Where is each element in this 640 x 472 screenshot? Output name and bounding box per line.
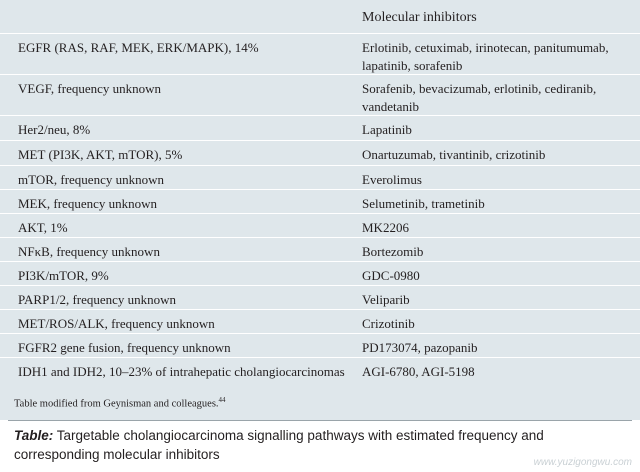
- table-row: [0, 141, 640, 166]
- footnote-reference: 44: [218, 396, 226, 404]
- caption-divider: [8, 420, 632, 421]
- pathway-cell: IDH1 and IDH2, 10–23% of intrahepatic cholangiocarcinomas: [18, 364, 345, 379]
- inhibitors-cell: Onartuzumab, tivantinib, crizotinib: [362, 147, 546, 162]
- pathway-cell: AKT, 1%: [18, 220, 68, 235]
- inhibitors-cell: Bortezomib: [362, 244, 424, 259]
- table-caption: [14, 426, 624, 464]
- inhibitors-cell: Selumetinib, trametinib: [362, 196, 485, 211]
- pathway-cell: NFκB, frequency unknown: [18, 244, 160, 259]
- table-row: [0, 286, 640, 310]
- table-row: [0, 214, 640, 238]
- inhibitors-cell: Veliparib: [362, 292, 410, 307]
- pathway-cell: VEGF, frequency unknown: [18, 81, 162, 96]
- table-footnote: [14, 396, 226, 410]
- table-row: [0, 75, 640, 116]
- column-header-molecular-inhibitors: Molecular inhibitors: [362, 10, 477, 25]
- table-row: [0, 310, 640, 334]
- pathway-cell: PI3K/mTOR, 9%: [18, 268, 109, 283]
- table-row: [0, 358, 640, 382]
- pathway-cell: PARP1/2, frequency unknown: [18, 292, 177, 307]
- inhibitors-cell: Erlotinib, cetuximab, irinotecan, panitumumab, lapatinib, sorafenib: [362, 40, 609, 73]
- table-row: [0, 166, 640, 190]
- caption-label: Table:: [14, 428, 54, 443]
- pathway-cell: mTOR, frequency unknown: [18, 172, 164, 187]
- pathway-cell: MEK, frequency unknown: [18, 196, 157, 211]
- inhibitors-cell: Everolimus: [362, 172, 422, 187]
- inhibitors-cell: AGI-6780, AGI-5198: [362, 364, 475, 379]
- inhibitors-cell: Sorafenib, bevacizumab, erlotinib, cediranib, vandetanib: [362, 81, 597, 114]
- caption-area: [0, 420, 640, 472]
- table-row: [0, 116, 640, 141]
- table-row: [0, 238, 640, 262]
- inhibitors-cell: MK2206: [362, 220, 409, 235]
- pathway-cell: MET/ROS/ALK, frequency unknown: [18, 316, 215, 331]
- pathway-cell: Her2/neu, 8%: [18, 122, 91, 137]
- caption-text: Targetable cholangiocarcinoma signalling pathways with estimated frequency and corresponding molecular inhibitors: [14, 428, 544, 462]
- table-row: [0, 334, 640, 358]
- pathway-cell: FGFR2 gene fusion, frequency unknown: [18, 340, 231, 355]
- watermark: www.yuzigongwu.com: [533, 457, 632, 468]
- inhibitors-cell: Lapatinib: [362, 122, 412, 137]
- table-row: [0, 34, 640, 75]
- inhibitors-cell: PD173074, pazopanib: [362, 340, 478, 355]
- inhibitors-cell: GDC-0980: [362, 268, 420, 283]
- table-row: [0, 262, 640, 286]
- pathway-cell: MET (PI3K, AKT, mTOR), 5%: [18, 147, 183, 162]
- table-row: [0, 190, 640, 214]
- pathway-cell: EGFR (RAS, RAF, MEK, ERK/MAPK), 14%: [18, 40, 259, 55]
- footnote-text: Table modified from Geynisman and colleagues.: [14, 398, 219, 410]
- inhibitors-cell: Crizotinib: [362, 316, 415, 331]
